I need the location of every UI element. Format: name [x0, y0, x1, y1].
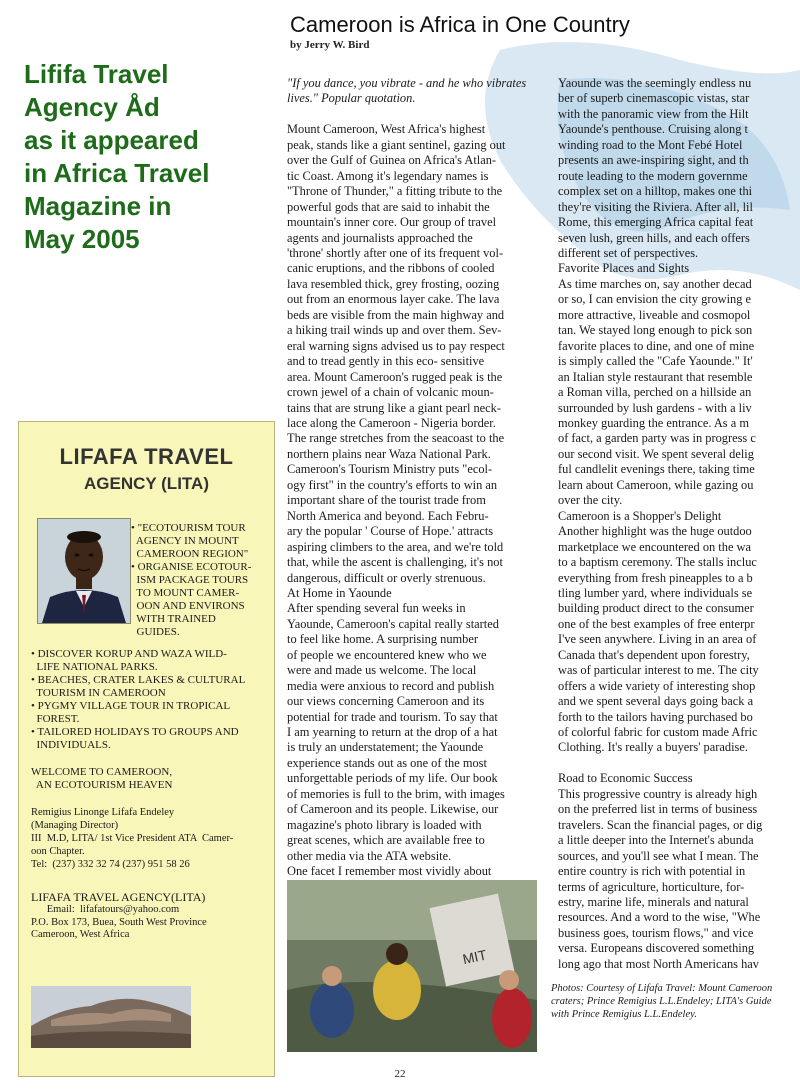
article-line: of people we encountered knew who we: [287, 647, 487, 662]
ad-email: Email: lifafatours@yahoo.com: [31, 904, 180, 915]
ad-bullet-line: INDIVIDUALS.: [31, 739, 111, 751]
article-line: versa. Europeans discovered something: [558, 941, 755, 956]
ad-bullet-line: • BEACHES, CRATER LAKES & CULTURAL: [31, 674, 246, 686]
article-line: ogy first" in the country's efforts to win an: [287, 477, 498, 492]
ad-bullets-full: [31, 648, 269, 752]
article-line: unforgettable periods of my life. Our book: [287, 771, 498, 786]
article-line: lava resembled thick, grey frosting, oozing: [287, 276, 500, 291]
ad-bullet-line: • DISCOVER KORUP AND WAZA WILD-: [31, 648, 227, 660]
article-line: offers a wide variety of interesting shop: [558, 678, 756, 693]
article-byline: by Jerry W. Bird: [290, 39, 370, 51]
article-line: forth to the tailors having purchased bo: [558, 709, 753, 724]
article-line: entire country is rich with potential in: [558, 864, 746, 879]
ad-welcome: [31, 766, 269, 792]
article-line: more attractive, liveable and cosmopol: [558, 307, 751, 322]
article-line: powerful gods that are said to inhabit the: [287, 199, 490, 214]
ad-bullet-line: LIFE NATIONAL PARKS.: [31, 661, 158, 673]
ad-bullet-line: FOREST.: [31, 713, 80, 725]
photo-credit-line: Photos: Courtesy of Lifafa Travel: Mount Cameroon: [551, 983, 773, 994]
article-line: were and made us welcome. The local: [287, 663, 477, 678]
ad-bullet-line: OON AND ENVIRONS: [131, 600, 245, 612]
article-line: surrounded by lush gardens - with a liv: [558, 400, 752, 415]
article-line: tan. We stayed long enough to pick son: [558, 323, 753, 338]
article-line: monkey guarding the entrance. As a m: [558, 415, 749, 430]
article-line: The range stretches from the seacoast to the: [287, 431, 505, 446]
caption-line: Agency Åd: [24, 92, 160, 122]
ad-bullets-top: [131, 522, 271, 639]
epigraph-line: "If you dance, you vibrate - and he who vibrates: [287, 76, 527, 90]
caption-line: Magazine in: [24, 191, 172, 221]
ad-bullet-line: AGENCY IN MOUNT: [131, 535, 239, 547]
article-line: As time marches on, say another decad: [558, 276, 752, 291]
article-line: complex set on a hilltop, makes one thi: [558, 184, 753, 199]
article-line: our views concerning Cameroon and its: [287, 694, 485, 709]
ad-welcome-line: WELCOME TO CAMEROON,: [31, 766, 173, 778]
article-line: magazine's photo library is loaded with: [287, 817, 482, 832]
caption-line: Lififa Travel: [24, 59, 169, 89]
article-line: Mount Cameroon, West Africa's highest: [287, 122, 486, 137]
article-line: to feel like home. A surprising number: [287, 632, 478, 647]
article-line: that, while the ascent is challenging, it's not: [287, 555, 503, 570]
ad-bullet-line: WITH TRAINED: [131, 613, 216, 625]
article-line: sources, and you'll see what I mean. The: [558, 848, 759, 863]
article-line: of colorful fabric for custom made Afric: [558, 725, 758, 740]
ad-agency-name: LIFAFA TRAVEL AGENCY(LITA): [31, 890, 206, 904]
ad-welcome-line: AN ECOTOURISM HEAVEN: [31, 779, 173, 791]
ad-bullet-line: TO MOUNT CAMER-: [131, 587, 240, 599]
article-line: on the preferred list in terms of business: [558, 802, 758, 817]
page-caption: [24, 58, 274, 256]
article-line: tic Coast. Among it's legendary names is: [287, 168, 489, 183]
article-line: long ago that most North Americans hav: [558, 956, 759, 971]
article-line: Rome, this emerging Africa capital feat: [558, 215, 754, 230]
article-line: with the panoramic view from the Hilt: [558, 106, 749, 121]
article-line: lace along the Cameroon - Nigeria border.: [287, 415, 496, 430]
article-line: out from an enormous layer cake. The lava: [287, 292, 500, 307]
ad-contact: [31, 806, 269, 871]
article-line: to a baptism ceremony. The stalls incluc: [558, 555, 757, 570]
mountain-crater-image: [31, 986, 191, 1048]
article-line: tains that are strung like a giant pearl neck-: [287, 400, 501, 415]
article-line: I've seen anywhere. Living in an area of: [558, 632, 757, 647]
article-line: great scenes, which are available free to: [287, 833, 485, 848]
ad-bullet-line: • ORGANISE ECOTOUR-: [131, 561, 252, 573]
director-portrait-image: [37, 518, 131, 624]
article-line: other media via the ATA website.: [287, 848, 452, 863]
ad-bullet-line: TOURISM IN CAMEROON: [31, 687, 166, 699]
article-line: a hiking trail winds up and over them. Sev-: [287, 323, 502, 338]
article-column-right: [558, 76, 784, 972]
article-line: building product direct to the consumer: [558, 601, 754, 616]
article-line: ary the popular ' Course of Hope.' attracts: [287, 524, 494, 539]
article-line: resources. And a word to the wise, "Whe: [558, 910, 761, 925]
article-line: At Home in Yaounde: [287, 585, 392, 600]
ad-bullet-line: ISM PACKAGE TOURS: [131, 574, 249, 586]
article-line: "Throne of Thunder," a fitting tribute to the: [287, 184, 503, 199]
article-line: one of the best examples of free enterpr: [558, 616, 755, 631]
article-line: of Cameroon and its people. Likewise, our: [287, 802, 499, 817]
article-line: important share of the tourist trade from: [287, 493, 486, 508]
ad-bullet-line: • PYGMY VILLAGE TOUR IN TROPICAL: [31, 700, 231, 712]
article-line: Cameroon's Tourism Ministry puts "ecol-: [287, 462, 493, 477]
ad-bullet-line: • TAILORED HOLIDAYS TO GROUPS AND: [31, 726, 239, 738]
article-line: a little deeper into the Internet's abunda: [558, 833, 754, 848]
article-line: Another highlight was the huge outdoo: [558, 524, 752, 539]
ad-title: LIFAFA TRAVEL: [59, 444, 234, 469]
photo-credit: [551, 982, 791, 1021]
ad-contact-line: oon Chapter.: [31, 846, 85, 857]
article-line: peak, stands like a giant sentinel, gazing out: [287, 137, 506, 152]
article-line: aspiring climbers to the area, and we're told: [287, 539, 504, 554]
article-line: Favorite Places and Sights: [558, 261, 690, 276]
article-line: northern plains near Waza National Park.: [287, 446, 491, 461]
article-line: Clothing. It's really a buyers' paradise.: [558, 740, 748, 755]
article-column-middle: [287, 76, 545, 880]
article-line: marketplace we encountered on the wa: [558, 539, 751, 554]
article-line: a Roman villa, perched on a hillside an: [558, 385, 752, 400]
lifafa-advertisement: [18, 421, 275, 1077]
article-line: eral warning signs advised us to pay respect: [287, 338, 505, 353]
ad-address: [31, 904, 269, 942]
ad-contact-line: Tel: (237) 332 32 74 (237) 951 58 26: [31, 859, 190, 870]
article-line: route leading to the modern governme: [558, 168, 748, 183]
article-line: experience stands out as one of the most: [287, 755, 487, 770]
article-line: 'throne' shortly after one of its frequent vol-: [287, 245, 504, 260]
article-title: Cameroon is Africa in One Country: [290, 12, 630, 37]
article-line: different set of perspectives.: [558, 245, 699, 260]
article-line: Yaounde was the seemingly endless nu: [558, 76, 752, 90]
article-line: potential for trade and tourism. To say that: [287, 709, 498, 724]
article-line: [558, 756, 784, 771]
epigraph-line: lives." Popular quotation.: [287, 91, 416, 106]
page-number: 22: [394, 1068, 406, 1080]
article-line: everything from fresh pineapples to a b: [558, 570, 753, 585]
ad-contact-line: III M.D, LITA/ 1st Vice President ATA Camer-: [31, 833, 234, 844]
ad-address-line: P.O. Box 173, Buea, South West Province: [31, 916, 207, 928]
ad-bullet-line: GUIDES.: [131, 626, 180, 638]
article-body-right: [558, 76, 784, 972]
article-line: of memories is full to the brim, with images: [287, 786, 505, 801]
ad-contact-line: Remigius Linonge Lifafa Endeley: [31, 807, 175, 818]
article-line: is simply called the "Cafe Yaounde." It': [558, 354, 753, 369]
article-line: dangerous, difficult or overly strenuous.: [287, 570, 486, 585]
article-line: business goes, tourism flows," and vice: [558, 925, 754, 940]
article-line: area. Mount Cameroon's rugged peak is the: [287, 369, 503, 384]
article-line: over the Gulf of Guinea on Africa's Atlan-: [287, 153, 497, 168]
article-line: seven lush, green hills, and each offers: [558, 230, 750, 245]
caption-line: May 2005: [24, 224, 140, 254]
article-line: Yaounde, Cameroon's capital really started: [287, 616, 499, 631]
article-line: winding road to the Mont Febé Hotel: [558, 137, 743, 152]
article-line: terms of agriculture, horticulture, for-: [558, 879, 745, 894]
caption-line: in Africa Travel: [24, 158, 210, 188]
article-line: favorite places to dine, and one of mine: [558, 338, 755, 353]
article-line: of fact, a garden party was in progress c: [558, 431, 756, 446]
article-line: estry, marine life, minerals and natural: [558, 895, 749, 910]
article-line: I am yearning to return at the drop of a hat: [287, 725, 498, 740]
ad-bullet-line: CAMEROON REGION": [131, 548, 249, 560]
article-line: Yaounde's penthouse. Cruising along t: [558, 122, 748, 137]
ad-contact-line: (Managing Director): [31, 820, 119, 831]
ad-bullet-line: • "ECOTOURISM TOUR: [131, 522, 246, 534]
article-line: our second visit. We spent several delig: [558, 446, 754, 461]
article-line: travelers. Scan the financial pages, or dig: [558, 817, 763, 832]
article-line: presents an awe-inspiring sight, and th: [558, 153, 749, 168]
article-line: ber of superb cinemascopic vistas, star: [558, 91, 750, 106]
article-line: they're visiting the Riviera. After all, lil: [558, 199, 753, 214]
article-line: ful candlelit evenings there, taking time: [558, 462, 755, 477]
photo-credit-line: with Prince Remigius L.L.Endeley.: [551, 1009, 697, 1020]
article-line: or so, I can envision the city growing e: [558, 292, 752, 307]
ad-address-line: Cameroon, West Africa: [31, 929, 130, 940]
article-line: Road to Economic Success: [558, 771, 693, 786]
spacer: [287, 107, 545, 122]
article-line: crown jewel of a chain of volcanic moun-: [287, 385, 494, 400]
article-line: an Italian style restaurant that resemble: [558, 369, 753, 384]
article-line: learn about Cameroon, while gazing ou: [558, 477, 754, 492]
ad-subtitle: AGENCY (LITA): [84, 474, 209, 493]
article-line: Cameroon is a Shopper's Delight: [558, 508, 722, 523]
article-line: agents and journalists approached the: [287, 230, 473, 245]
article-line: tling lumber yard, where individuals se: [558, 585, 753, 600]
article-line: After spending several fun weeks in: [287, 601, 466, 616]
article-line: over the city.: [558, 493, 623, 508]
article-line: media were anxious to record and publish: [287, 678, 495, 693]
article-line: Canada that's dependent upon forestry,: [558, 647, 750, 662]
article-line: and to tread gently in this eco- sensitive: [287, 354, 485, 369]
article-line: mountain's inner core. Our group of travel: [287, 215, 497, 230]
svg-text:MIT: MIT: [461, 946, 489, 968]
article-line: canic eruptions, and the ribbons of cooled: [287, 261, 495, 276]
article-body-middle: [287, 122, 545, 879]
article-line: is truly an understatement; the Yaounde: [287, 740, 484, 755]
article-line: North America and beyond. Each Febru-: [287, 508, 489, 523]
article-line: This progressive country is already high: [558, 786, 758, 801]
article-line: beds are visible from the main highway and: [287, 307, 505, 322]
mountain-hikers-photo: [287, 880, 537, 1052]
article-line: and we spent several days going back a: [558, 694, 754, 709]
caption-line: as it appeared: [24, 125, 199, 155]
photo-credit-line: craters; Prince Remigius L.L.Endeley; LITA's Guide: [551, 996, 772, 1007]
article-line: was of particular interest to me. The city: [558, 663, 759, 678]
article-line: One facet I remember most vividly about: [287, 864, 492, 879]
